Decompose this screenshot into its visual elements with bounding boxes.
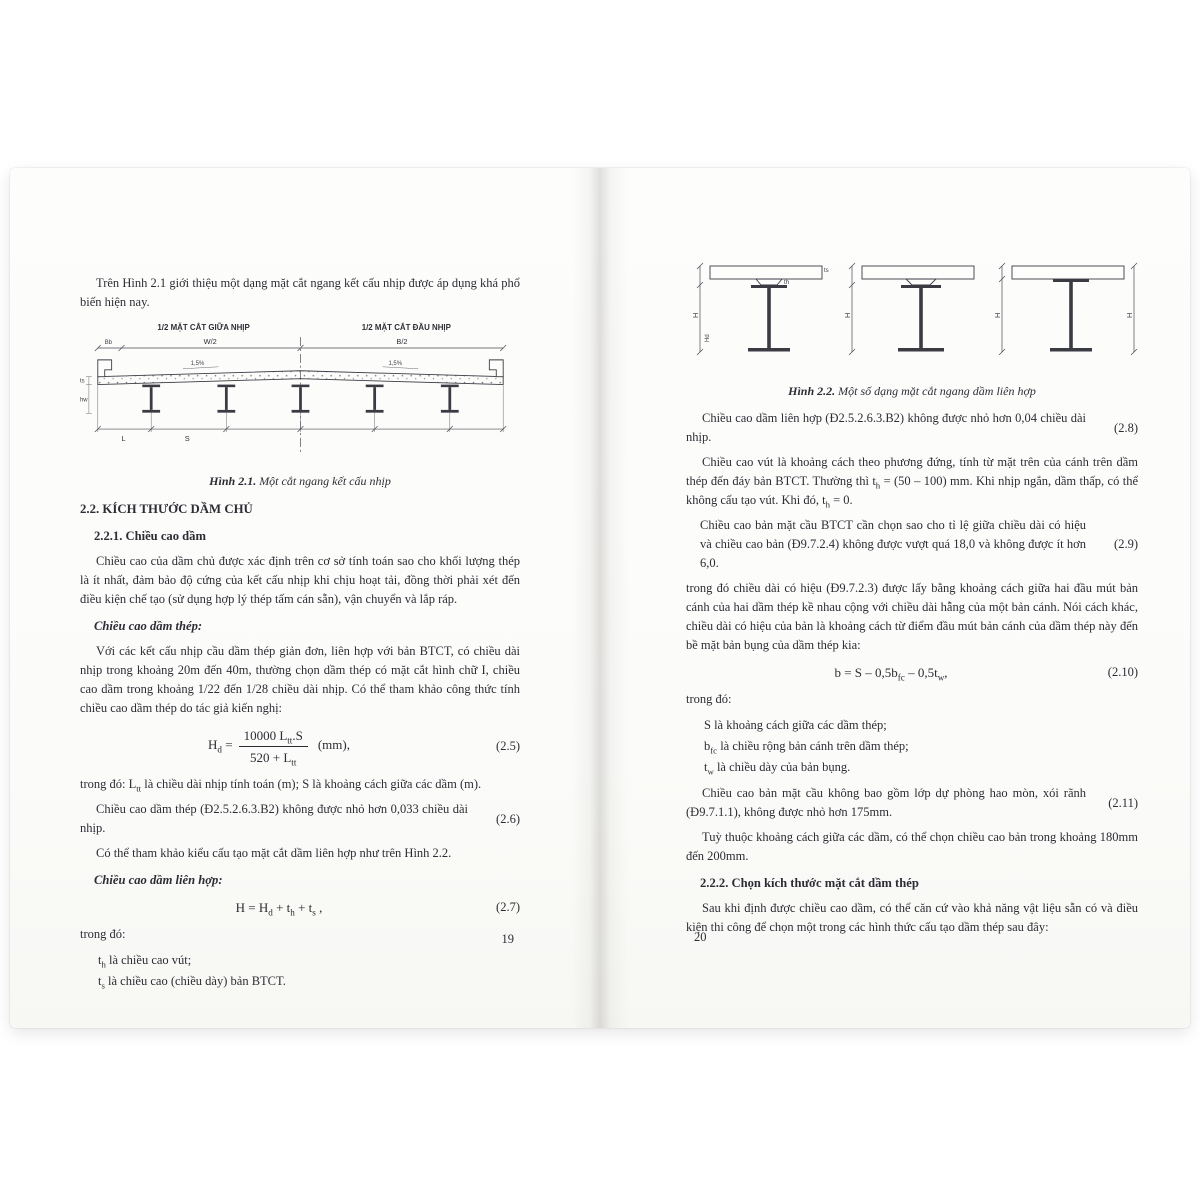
- dim-label-hw: hw: [80, 397, 88, 404]
- dim-label-bb: Bb: [104, 340, 112, 347]
- definition-tw: $t_w$ là chiều dày của bản bụng.: [704, 760, 851, 777]
- statement-2-9: [686, 516, 1138, 573]
- definition-th: $t_h$ là chiều cao vút;: [98, 953, 192, 970]
- figure-2-1-caption-label: Hình 2.1.: [209, 474, 257, 488]
- statement-2-8-number: (2.8): [1114, 420, 1138, 435]
- note-equation-2-5: trong đó: $L_{tt}$ là chiều dài nhịp tính toán (m); S là khoảng cách giữa các dầm (m).: [80, 777, 482, 794]
- right-barrier: [489, 360, 503, 377]
- statement-2-11-number: (2.11): [1108, 795, 1138, 810]
- equation-2-5-lhs: $H_d$ =: [208, 737, 233, 756]
- section-heading-2-2-1: 2.2.1. Chiều cao dầm: [94, 529, 206, 543]
- composite-section-3: [993, 263, 1137, 355]
- statement-2-8-text: Chiều cao dầm liên hợp (Đ2.5.2.6.3.B2) không được nhỏ hơn 0,04 chiều dài nhịp.: [686, 411, 1086, 444]
- figure-2-2-caption-label: Hình 2.2.: [788, 384, 836, 398]
- statement-2-9-number: (2.9): [1114, 537, 1138, 551]
- section-heading-2-2-2: 2.2.2. Chọn kích thước mặt cắt dầm thép: [700, 876, 919, 890]
- figure-2-1: [80, 318, 520, 468]
- slope-label-left: 1,5%: [190, 360, 205, 367]
- equation-2-10: [686, 663, 1138, 682]
- page-right: [686, 168, 1138, 1028]
- equation-2-7-body: $H = H_d + t_h + t_s$ ,: [235, 900, 323, 918]
- page-stack-edge-left: [10, 173, 16, 1023]
- dim-label-s: S: [184, 433, 190, 443]
- dim-label-w2: W/2: [203, 337, 217, 347]
- figure-2-2-caption: [686, 383, 1138, 400]
- left-barrier: [98, 360, 112, 377]
- definition-s: S là khoảng cách giữa các dầm thép;: [704, 718, 887, 732]
- equation-2-7-number: (2.7): [496, 900, 520, 914]
- equation-2-5-fraction: [239, 726, 308, 767]
- equation-2-5-unit: (mm),: [317, 737, 350, 753]
- paragraph-steel-beam: Với các kết cấu nhịp cầu dầm thép giản đơn, liên hợp với bản BTCT, có chiều dài nhịp trong khoảng 20m đến 40m, thường chọn dầm thép có mặt cắt hình chữ I, chiều cao dầm trong khoảng 1/22 đến 1/28 chiều dài nhịp. Có thể tham khảo công thức tính chiều cao dầm thép do tác giả kiến nghị:: [80, 644, 520, 715]
- girder-row: [142, 385, 458, 413]
- equation-2-10-number: (2.10): [1107, 665, 1138, 679]
- dim-label-h-3r: H: [1125, 312, 1134, 318]
- page-stack-edge-right: [1184, 173, 1190, 1023]
- book-gutter-shadow: [571, 168, 629, 1028]
- statement-2-9-text: Chiều cao bản mặt cầu BTCT cần chọn sao cho tỉ lệ giữa chiều dài có hiệu và chiều cao bản (Đ9.7.2.4) không được vượt quá 18,0 và không được ít hơn 6,0.: [700, 518, 1086, 570]
- statement-2-11-text: Chiều cao bản mặt cầu không bao gồm lớp dự phòng hao mòn, xói rãnh (Đ9.7.1.1), không được nhỏ hơn 175mm.: [686, 786, 1086, 819]
- paragraph-choose-section: Sau khi định được chiều cao dầm, có thể căn cứ vào khả năng vật liệu sẵn có và điều kiện thi công để chọn một trong các hình thức cấu tạo dầm thép sau đây:: [686, 901, 1138, 934]
- page-number-20: 20: [694, 930, 707, 944]
- dim-label-ts-1: ts: [824, 268, 829, 274]
- dim-label-ts: ts: [80, 378, 85, 385]
- heading-composite-beam-height: Chiều cao dầm liên hợp:: [94, 873, 223, 887]
- heading-steel-beam-height: Chiều cao dầm thép:: [94, 619, 203, 633]
- statement-2-11: [686, 784, 1138, 822]
- dim-label-hd-1: Hd: [705, 334, 711, 342]
- section-heading-2-2: 2.2. KÍCH THƯỚC DẦM CHỦ: [80, 502, 253, 516]
- equation-2-5-body: [80, 726, 478, 767]
- page-left: [80, 168, 520, 1028]
- statement-2-8: [686, 409, 1138, 447]
- composite-section-1: [691, 263, 829, 355]
- book-spread: [10, 168, 1190, 1028]
- dim-label-h-1: H: [691, 312, 700, 318]
- definition-ts: $t_s$ là chiều cao (chiều dày) bản BTCT.: [98, 974, 286, 991]
- figure-2-1-caption-text: Một cắt ngang kết cấu nhịp: [256, 474, 391, 488]
- equation-2-5-numerator: 10000 $L_{tt}.S$: [239, 726, 308, 747]
- reference-figure-2-2: Có thể tham khảo kiểu cấu tạo mặt cắt dầm liên hợp như trên Hình 2.2.: [96, 846, 452, 860]
- page-number-19: 19: [501, 932, 514, 946]
- figure-2-1-caption: [80, 473, 520, 490]
- equation-2-5-number: (2.5): [496, 739, 520, 753]
- paragraph-effective-length: trong đó chiều dài có hiệu (Đ9.7.2.3) được lấy bằng khoảng cách giữa hai đầu mút bản cánh của hai dầm thép kề nhau cộng với chiều dài hẫng của một bản cánh. Nói cách khác, chiều dài có hiệu của bản là khoảng cách từ điểm đầu mút bản cánh của dầm thép này đến bề mặt bản bụng của dầm thép kia:: [686, 581, 1138, 652]
- trong-do-right: trong đó:: [686, 692, 732, 706]
- paragraph-beam-height: Chiều cao của dầm chủ được xác định trên cơ sở tính toán sao cho khối lượng thép là ít nhất, đảm bảo độ cứng của kết cấu nhịp khi chịu hoạt tải, đồng thời phải xét đến điều kiện chế tạo (sử dụng hợp lý thép tấm cán sẵn), vận chuyển và lắp ráp.: [80, 554, 520, 606]
- equation-2-7: [80, 898, 520, 917]
- trong-do-left: trong đó:: [80, 927, 126, 941]
- dim-label-th-1: th: [784, 280, 790, 286]
- dim-label-l: L: [121, 433, 126, 443]
- slope-label-right: 1,5%: [388, 360, 402, 367]
- dim-label-b2: B/2: [396, 337, 408, 347]
- composite-section-2: [843, 263, 974, 355]
- statement-2-6-number: (2.6): [496, 811, 520, 826]
- equation-2-5-denominator: $520 + L_{tt}$: [250, 750, 297, 768]
- paragraph-haunch: Chiều cao vút là khoảng cách theo phương đứng, tính từ mặt trên của cánh trên dầm thép đến đáy bản BTCT. Thường thì $t_h = (50 - 100)$ mm. Khi nhịp ngắn, dầm thấp, có thể không cấu tạo vút. Khi đó, $t_h = 0$.: [686, 455, 1138, 510]
- figure-2-2-caption-text: Một số dạng mặt cắt ngang dầm liên hợp: [835, 384, 1036, 398]
- figure-2-2: [686, 256, 1138, 378]
- dim-label-h-3: H: [993, 312, 1002, 318]
- figure-2-2-drawing: [686, 256, 1138, 376]
- statement-2-6: [80, 800, 520, 838]
- definition-bfc: $b_{fc}$ là chiều rộng bản cánh trên dầm thép;: [704, 739, 909, 756]
- paragraph-slab-range: Tuỳ thuộc khoảng cách giữa các dầm, có thể chọn chiều cao bản trong khoảng 180mm đến 200mm.: [686, 830, 1138, 863]
- figure-2-1-drawing: [80, 318, 520, 467]
- figure-2-1-label-endspan: 1/2 MẶT CẮT ĐẦU NHỊP: [361, 323, 451, 333]
- figure-2-1-label-midspan: 1/2 MẶT CẮT GIỮA NHỊP: [157, 323, 250, 333]
- equation-2-5: [80, 726, 520, 767]
- intro-paragraph: Trên Hình 2.1 giới thiệu một dạng mặt cắt ngang kết cấu nhịp được áp dụng khá phổ biến hiện nay.: [80, 276, 520, 309]
- statement-2-6-text: Chiều cao dầm thép (Đ2.5.2.6.3.B2) không được nhỏ hơn 0,033 chiều dài nhịp.: [80, 802, 468, 835]
- dim-label-h-2: H: [843, 312, 852, 318]
- equation-2-10-body: $b = S - 0,5b_{fc} - 0,5t_w$,: [834, 665, 948, 683]
